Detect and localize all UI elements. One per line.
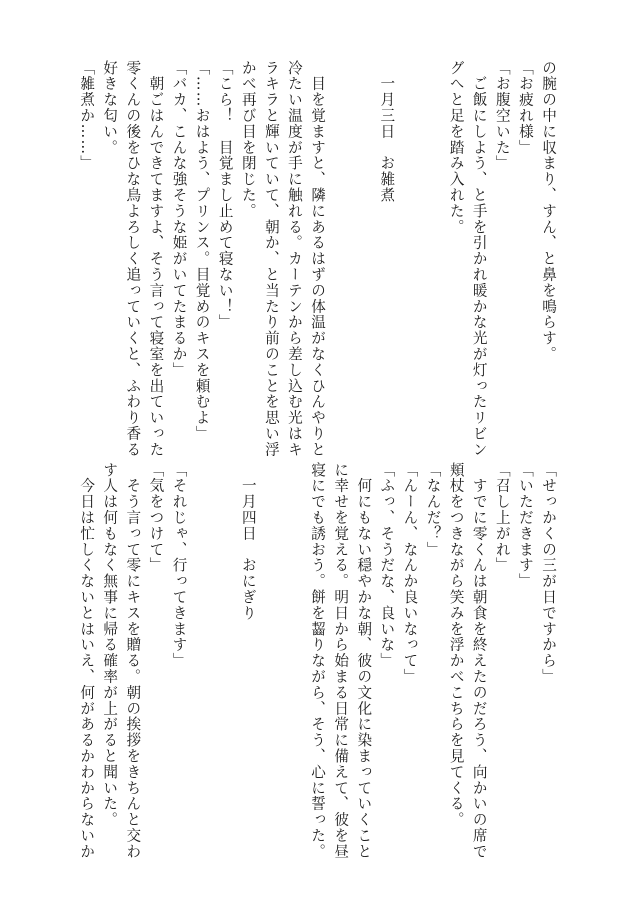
lower-text-line: 一月四日 おにぎり [239,462,257,621]
lower-text-line: 「気をつけて」 [147,462,165,574]
upper-text-line: ラキラと輝いていて、朝か、と当たり前のことを思い浮 [262,60,280,458]
upper-text-line: 「こら！ 目覚まし止めて寝ない！」 [216,60,234,331]
lower-text-line: 今日は忙しくないとはいえ、何があるかわからないか [78,462,96,860]
upper-text-line: の腕の中に収まり、すん、と鼻を鳴らす。 [540,60,557,363]
upper-text-line: 「……おはよう、プリンス。目覚めのキスを頼むよ」 [193,60,211,442]
upper-text-line: 冷たい温度が手に触れる。カーテンから差し込む光はキ [285,60,303,458]
lower-text-line: 「ふっ、そうだな、良いな」 [378,462,396,669]
lower-text-line [191,462,214,842]
lower-text-line: 「いただきます」 [516,462,534,590]
upper-text-line: ご飯にしよう、と手を引かれ暖かな光が灯ったリビン [470,60,488,458]
upper-text-line: 「バカ、こんな強そうな姫がいてたまるか」 [170,60,188,378]
upper-text-line [329,60,352,440]
upper-text-line: 朝ごはんできてますよ、そう言って寝室を出ていった [147,60,165,458]
lower-text-line: 頬杖をつきながら笑みを浮かべこちらを見てくる。 [447,462,465,828]
upper-text-line: 「お疲れ様」 [516,60,534,156]
lower-text-line: 寝にでも誘おう。餅を齧りながら、そう、心に誓った。 [309,462,327,860]
upper-text-line: 「雑煮か……」 [78,60,96,172]
lower-text-block [75,462,560,860]
upper-text-block [75,60,560,458]
lower-text-line: 何にもない穏やかな朝、彼の文化に染まっていくこと [355,462,373,860]
lower-text-line [214,462,237,842]
lower-text-line: す人は何もなく無事に帰る確率が上がると聞いた。 [101,462,119,828]
upper-text-line: グへと足を踏み入れた。 [447,60,465,235]
lower-text-line: すでに零くんは朝食を終えたのだろう、向かいの席で [470,462,488,860]
upper-text-line: かべ再び目を閉じた。 [239,60,257,219]
lower-text-line: 「んーん、なんか良いなって」 [401,462,419,685]
upper-text-line [352,60,375,440]
lower-text-line [283,462,306,842]
lower-text-line: に幸せを覚える。明日から始まる日常に備えて、彼を昼 [332,462,350,860]
upper-text-line [421,60,444,440]
lower-text-line [260,462,283,842]
upper-text-line: 好きな匂い。 [101,60,119,156]
upper-text-line: 一月三日 お雑煮 [378,60,396,204]
upper-text-line: 零くんの後をひな鳥よろしく追っていくと、ふわり香る [124,60,142,458]
lower-text-line: 「なんだ？」 [424,462,442,558]
lower-text-line: 「それじゃ、行ってきます」 [170,462,188,669]
lower-text-line: 「せっかくの三が日ですから」 [540,462,557,685]
lower-text-line: 「召し上がれ」 [493,462,511,574]
upper-text-line: 「お腹空いた」 [493,60,511,172]
upper-text-line [398,60,421,440]
lower-text-line: そう言って零にキスを贈る。朝の挨拶をきちんと交わ [124,462,142,860]
upper-text-line: 目を覚ますと、隣にあるはずの体温がなくひんやりと [309,60,327,458]
